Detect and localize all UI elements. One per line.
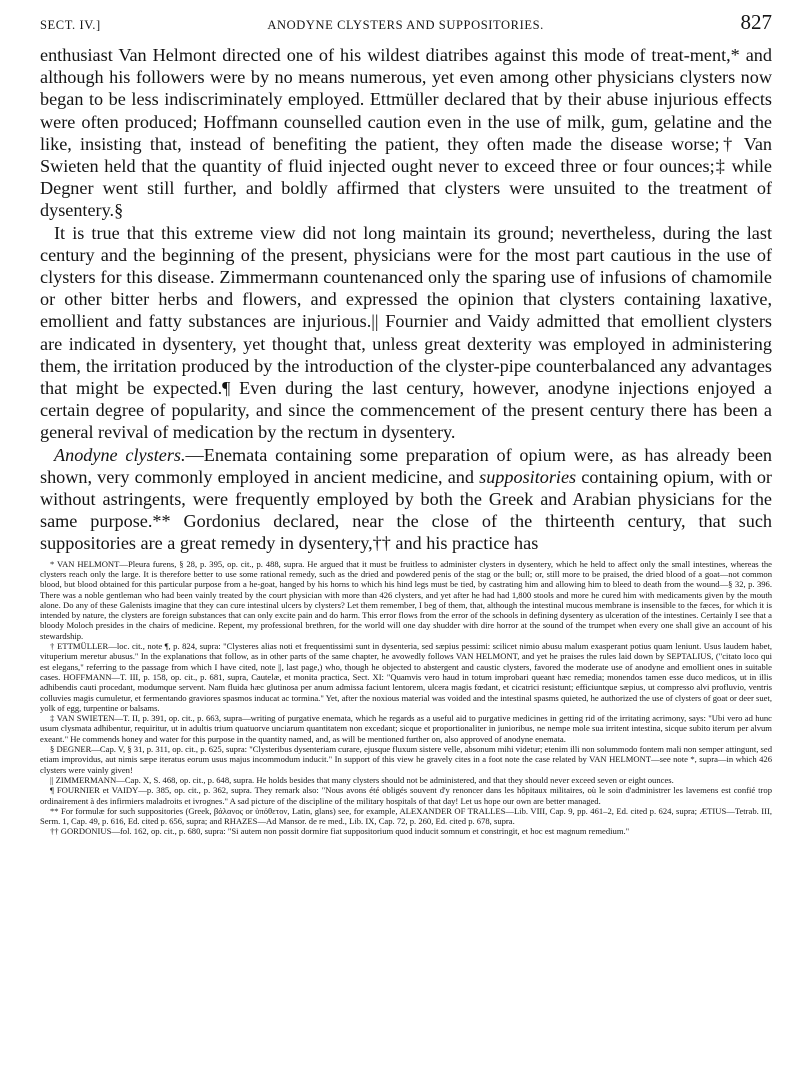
chapter-title: ANODYNE CLYSTERS AND SUPPOSITORIES. <box>267 18 544 32</box>
main-text <box>40 44 772 555</box>
footnote: † ETTMÜLLER—loc. cit., note ¶, p. 824, supra: "Clysteres alias noti et frequentissimi sunt in dysenteria, sed sæpius pessimi: scilicet nimio abusu malum exasperant potius quam leniunt. Usus laudem habet, vituperium meretur abusus." In the explanations that follow, as in other parts of the same chapter, he avowedly follows VAN HELMONT, and yet he praises the rules laid down by SEPTALIUS, ("citato loco qui est elegans," referring to the passage from which I have cited, note ||, last page,) who, though he objected to abstergent and caustic clysters, favored the moderate use of anodyne and emollient ones in suitable cases. HOFFMANN—T. III, p. 158, op. cit., p. 681, supra, Cautelæ, et monita practica, Sect. XI: "Quamvis vero haud in totum improbari queant hæc remedia; monendos tamen esse duco medicos, ut in illis adhibendis cauti procedant, modumque servent. Nam fluida hæc glutinosa per anum admissa faciunt lentorem, ulcera magis fœdant, et cicatrici resistunt; efficiuntque sæpius, ut compresso alvi profluvio, ventris colluvies magis cumuletur, et fermentando graviores spasmos inducat ac tormina." Yet, after the noxious material was voided and the intestinal spasms quieted, he authorized the use of clysters of goat or deer suet, yolk of egg, turpentine or balsams. <box>40 641 772 713</box>
footnotes <box>40 559 772 837</box>
section-heading: Anodyne clysters. <box>54 444 186 465</box>
footnote: ‡ VAN SWIETEN—T. II, p. 391, op. cit., p. 663, supra—writing of purgative enemata, which he regards as a useful aid to purgative medicines in getting rid of the irritating acrimony, says: "Ubi vero ad hunc usum clysmata adhibentur, requiritur, ut in adultis trium quatuorve unciarum quantitatem non excedant; sicque et proportionaliter in junioribus, ne nempe mole sua irritent intestina, sicque subito iterum per alvum exeant." He commends honey and water for this purpose in the quantity named, and, as will be mentioned further on, also approved of anodyne enemata. <box>40 713 772 744</box>
section-label: SECT. IV.] <box>40 18 101 32</box>
paragraph: enthusiast Van Helmont directed one of his wildest diatribes against this mode of treat-ment,* and although his followers were by no means numerous, yet even among other physicians clysters now began to be less indiscriminately employed. Ettmüller declared that by their abuse injurious effects were often produced; Hoffmann counselled caution even in the use of milk, gum, gelatine and the like, insisting that, instead of benefiting the patient, they often made the disease worse;† Van Swieten held that the quantity of fluid injected ought never to exceed three or four ounces;‡ while Degner went still further, and boldly affirmed that clysters were unsuited to the treatment of dysentery.§ <box>40 45 772 221</box>
footnote: * VAN HELMONT—Pleura furens, § 28, p. 395, op. cit., p. 488, supra. He argued that it must be fruitless to administer clysters in dysentery, which he held to affect only the small intestines, whereas the clysters reach only the large. It is therefore better to use some rational remedy, such as the dried and powdered penis of the stag or the bull; or, still more to be praised, the dried blood of a goat—not common blood, but blood obtained for this particular purpose from a he-goat, hanged by his horns to which his hind legs must be tied, by castrating him and allowing him to bleed to death from the wound—§ 32, p. 396. There was a noble gentleman who had been vainly treated by the court physician with more than 426 clysters, and yet after he had had 1,800 stools and more he cured him with medicaments given by the mouth alone. Do any of these Galenists imagine that they can cure intestinal ulcers by clysters? Let them remember, I beg of them, that, although the intestinal mucous membrane is insensible to the fæces, for which it is intended by nature, the clysters are foreign substances that can only excite pain and do harm. This error flows from the error of the schools in defining dysentery as ulceration of the intestines. Certainly I see that a bloody Moloch presides in the chairs of medicine. Repent, my professional brethren, for the world will one day shudder with dire horror at the sound of the trumpet when every one shall give an account of his stewardship. <box>40 558 772 641</box>
footnote: § DEGNER—Cap. V, § 31, p. 311, op. cit., p. 625, supra: "Clysteribus dysenteriam curare, ejusque fluxum sistere velle, absonum mihi videtur; etenim illi non solummodo fontem mali non semper attingunt, sed etiam improvidus, aut nimis sæpe iteratus eorum usus majus incommodum inducit." In support of this view he gravely cites in a foot note the case related by VAN HELMONT—see note *, supra—in which 426 clysters were vainly given! <box>40 744 772 775</box>
footnote: ** For formulæ for such suppositories (Greek, βάλανος or ὑπόθετον, Latin, glans) see, for example, ALEXANDER OF TRALLES—Lib. VIII, Cap. 9, pp. 461–2, Ed. cited p. 624, supra; ÆTIUS—Tetrab. III, Serm. 1, Cap. 49, p. 616, Ed. cited p. 656, supra; and RHAZES—Ad Mansor. de re med., Lib. IX, Cap. 72, p. 260, Ed. cited p. 678, supra. <box>40 805 772 827</box>
page-number: 827 <box>740 10 772 34</box>
footnote: †† GORDONIUS—fol. 162, op. cit., p. 680, supra: "Si autem non possit dormire fiat suppositorium quod inducit somnum et constringit, et hoc est magnum remedium." <box>50 826 630 837</box>
paragraph: It is true that this extreme view did not long maintain its ground; nevertheless, during the last century and the beginning of the present, physicians were for the most part cautious in the use of clysters for this disease. Zimmermann countenanced only the sparing use of infusions of chamomile or other bitter herbs and flowers, and expressed the opinion that clysters containing laxative, emollient and fatty substances are injurious.|| Fournier and Vaidy admitted that emollient clysters are indicated in dysentery, yet thought that, unless great dexterity was employed in administering them, the irritation produced by the introduction of the clyster-pipe counterbalanced any advantages that might be expected.¶ Even during the last century, however, anodyne injections enjoyed a certain degree of popularity, and since the commencement of the present century there has been a general revival of medication by the rectum in dysentery. <box>40 222 772 443</box>
paragraph: Anodyne clysters.—Enemata containing some preparation of opium were, as has already been shown, very commonly employed in ancient medicine, and suppositories containing opium, with or without astringents, were frequently employed by both the Greek and Arabian physicians for the same purpose.** Gordonius declared, near the close of the thirteenth century, that such suppositories are a great remedy in dysentery,†† and his practice has <box>40 444 772 554</box>
running-head <box>40 10 772 36</box>
footnote: ¶ FOURNIER et VAIDY—p. 385, op. cit., p. 362, supra. They remark also: "Nous avons été obligés souvent d'y renoncer dans les hôpitaux militaires, où le soin d'administrer les lavemens est confié trop ordinairement à des infirmiers maladroits et ivrognes." A sad picture of the discipline of the military hospitals of that day! Let us hope our own are better managed. <box>40 785 772 806</box>
footnote: || ZIMMERMANN—Cap. X, S. 468, op. cit., p. 648, supra. He holds besides that many clysters should not be administered, and that they should never exceed seven or eight ounces. <box>50 774 674 785</box>
